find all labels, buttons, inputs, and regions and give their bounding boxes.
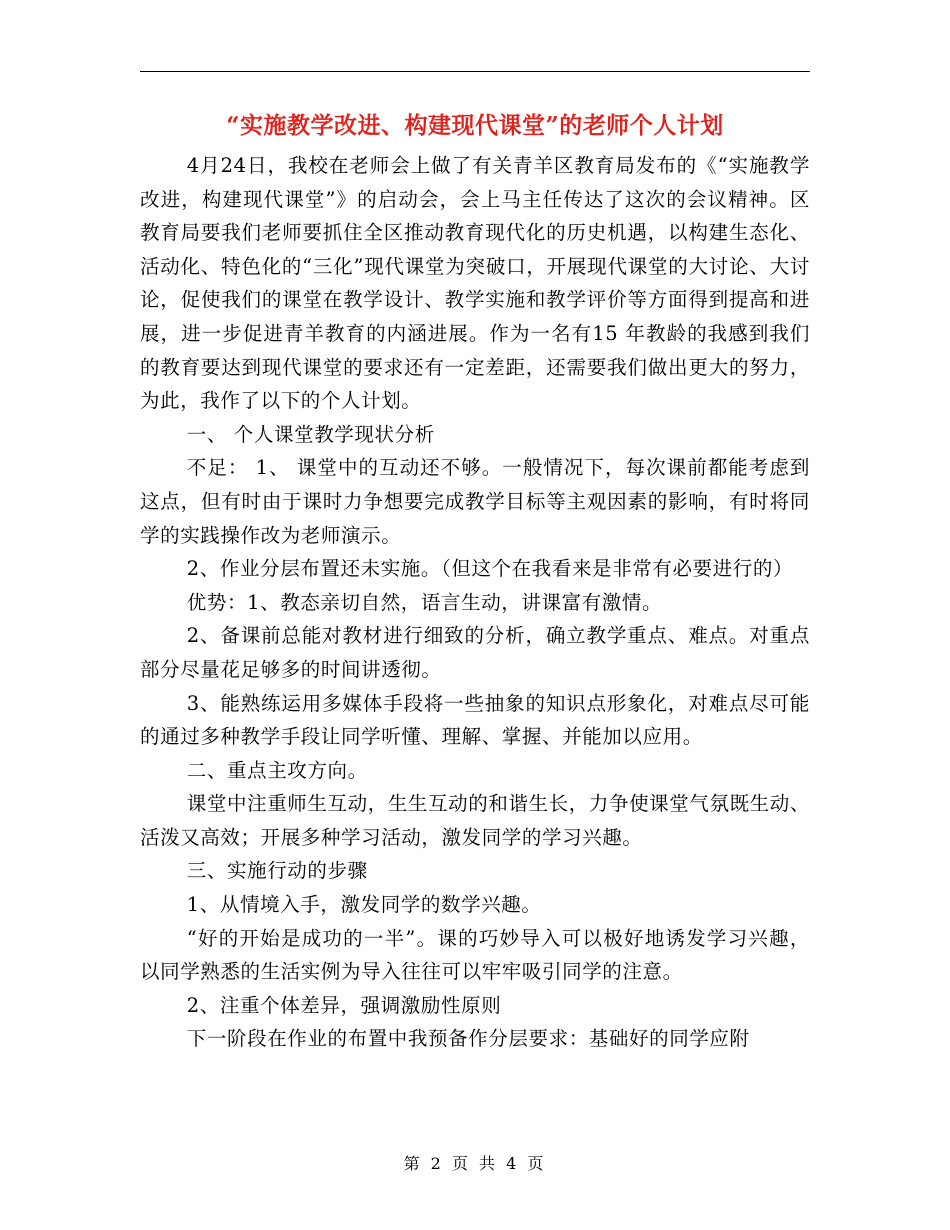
- header-rule: [140, 71, 810, 72]
- heading-section-3: 三、实施行动的步骤: [186, 859, 368, 883]
- heading-step-1: 1、从情境入手，激发同学的数学兴趣。: [186, 893, 542, 917]
- heading-step-2: 2、注重个体差异，强调激励性原则: [186, 993, 502, 1017]
- page-number: 第 2 页 共 4 页: [403, 1154, 547, 1173]
- paragraph-focus: 课堂中注重师生互动，生生互动的和谐生长，力争使课堂气氛既生动、活泼又高效；开展多种学习活动，激发同学的学习兴趣。: [140, 792, 810, 849]
- paragraph-shortcoming-1: 不足： 1、 课堂中的互动还不够。一般情况下，每次课前都能考虑到这点，但有时由于课时力争想要完成教学目标等主观因素的影响，有时将同学的实践操作改为老师演示。: [140, 456, 810, 547]
- paragraph-shortcoming-2: 2、作业分层布置还未实施。（但这个在我看来是非常有必要进行的）: [186, 557, 794, 581]
- paragraph-strength-2: 2、备课前总能对教材进行细致的分析，确立教学重点、难点。对重点部分尽量花足够多的时间讲透彻。: [140, 624, 810, 681]
- heading-section-1: 一、 个人课堂教学现状分析: [186, 422, 435, 446]
- paragraph-intro: 4月24日，我校在老师会上做了有关青羊区教育局发布的《“实施教学改进，构建现代课堂”》的启动会，会上马主任传达了这次的会议精神。区教育局要我们老师要抓住全区推动教育现代化的历史机遇，以构建生态化、活动化、特色化的“三化”现代课堂为突破口，开展现代课堂的大讨论、大讨论，促使我们的课堂在教学设计、教学实施和教学评价等方面得到提高和进展，进一步促进青羊教育的内涵进展。作为一名有15 年教龄的我感到我们的教育要达到现代课堂的要求还有一定差距，还需要我们做出更大的努力，为此，我作了以下的个人计划。: [140, 154, 810, 413]
- paragraph-step-2: 下一阶段在作业的布置中我预备作分层要求：基础好的同学应附: [186, 1027, 750, 1051]
- heading-section-2: 二、重点主攻方向。: [186, 758, 368, 782]
- paragraph-strength-3: 3、能熟练运用多媒体手段将一些抽象的知识点形象化，对难点尽可能的通过多种教学手段让同学听懂、理解、掌握、并能加以应用。: [140, 691, 810, 749]
- document-body: [140, 149, 810, 1056]
- paragraph-strength-1: 优势：1、教态亲切自然，语言生动，讲课富有激情。: [186, 590, 663, 614]
- paragraph-step-1: “好的开始是成功的一半”。课的巧妙导入可以极好地诱发学习兴趣，以同学熟悉的生活实例为导入往往可以牢牢吸引同学的注意。: [140, 926, 810, 984]
- document-title: “实施教学改进、构建现代课堂”的老师个人计划: [226, 112, 724, 139]
